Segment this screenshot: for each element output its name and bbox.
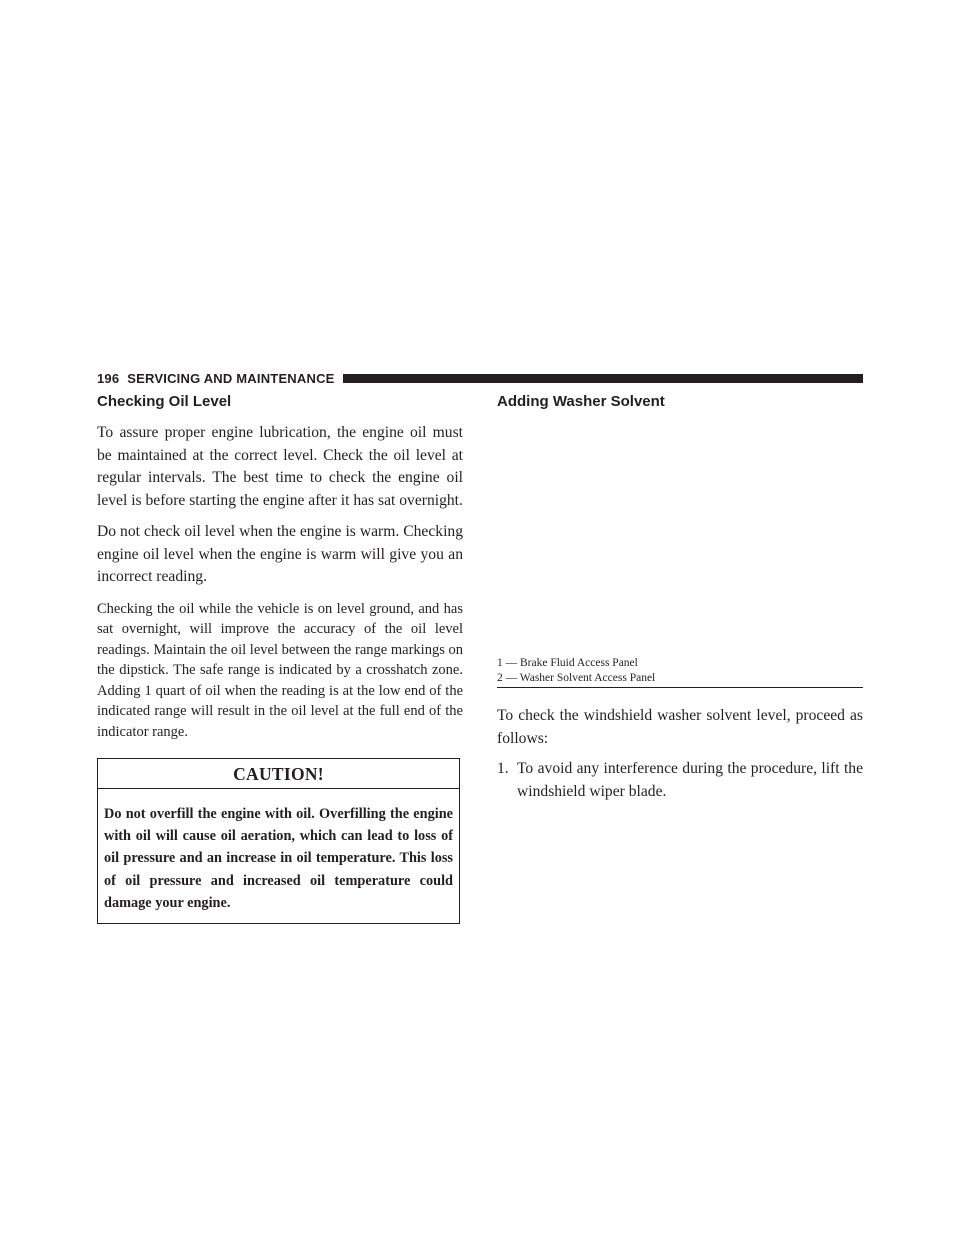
paragraph-washer-1: To check the windshield washer solvent level, proceed as follows: [497,707,863,747]
figure-caption-1: 1 — Brake Fluid Access Panel [497,657,638,669]
paragraph-oil-1: To assure proper engine lubrication, the engine oil must be maintained at the correct level. Check the oil level at regular intervals. The best time to check the engine oil level is before starting the engine after it has sat overnight. [97,424,463,509]
page-number: 196 [97,370,120,386]
heading-checking-oil-level: Checking Oil Level [97,393,232,410]
figure-area [497,412,863,656]
caption-rule [497,687,863,688]
paragraph-oil-3: Checking the oil while the vehicle is on level ground, and has sat overnight, will improve the accuracy of the oil level readings. Maintain the oil level between the range markings on the dipstick. The safe range is indicated by a crosshatch zone. Adding 1 quart of oil when the reading is at the low end of the indicated range will result in the oil level at the full end of the indicator range. [97,600,463,740]
step-text: To avoid any interference during the procedure, lift the windshield wiper blade. [517,760,863,800]
paragraph-oil-2: Do not check oil level when the engine is warm. Checking engine oil level when the engine is warm will give you an incorrect reading. [97,523,463,585]
running-header [97,368,863,388]
section-title: SERVICING AND MAINTENANCE [127,370,335,386]
caution-body: Do not overfill the engine with oil. Overfilling the engine with oil will cause oil aeration, which can lead to loss of oil pressure and an increase in oil temperature. This loss of oil pressure and increased oil temperature could damage your engine. [104,806,453,911]
left-column [97,392,463,924]
figure-caption-2: 2 — Washer Solvent Access Panel [497,672,656,684]
caution-box [97,758,460,924]
right-column [497,392,863,803]
caution-title: CAUTION! [98,759,459,789]
header-rule [343,374,863,383]
heading-adding-washer-solvent: Adding Washer Solvent [497,393,665,410]
step-item [497,758,863,803]
step-number: 1. [497,760,509,777]
